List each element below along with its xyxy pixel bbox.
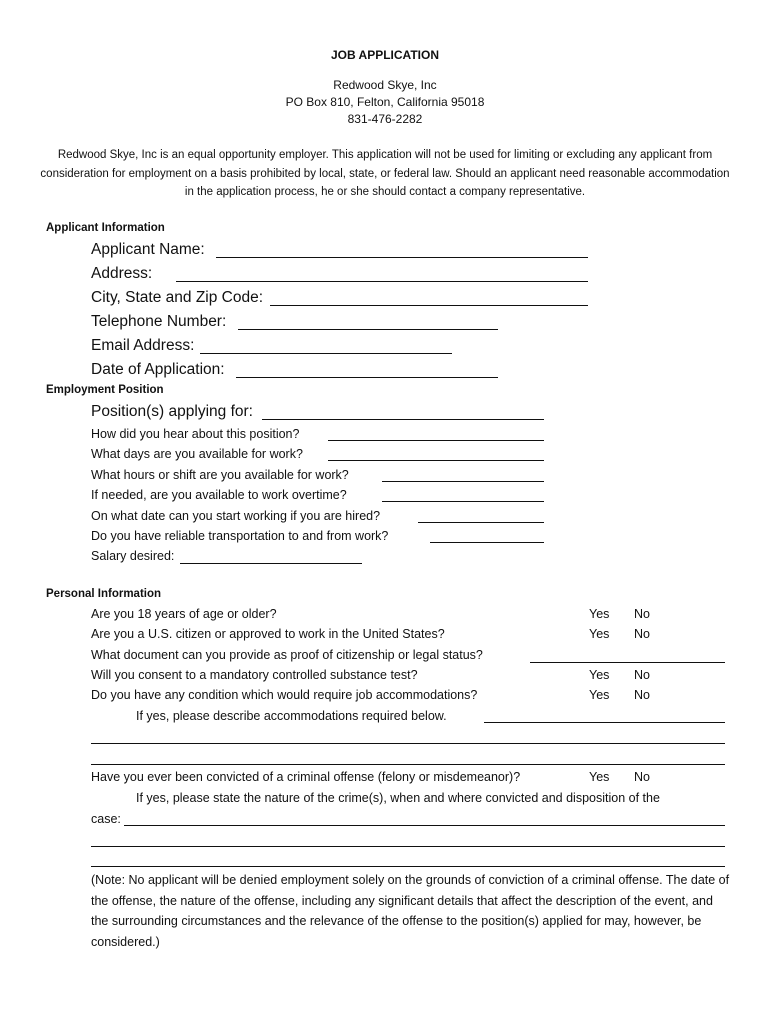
document-question: What document can you provide as proof of citizenship or legal status? (91, 648, 483, 662)
citizen-no-option[interactable]: No (634, 627, 650, 641)
accommodation-field-3[interactable] (91, 764, 725, 765)
accommodation-field-1[interactable] (484, 722, 725, 723)
age-no-option[interactable]: No (634, 607, 650, 621)
company-name: Redwood Skye, Inc (333, 78, 437, 92)
date-of-application-field[interactable] (236, 377, 498, 378)
case-field-1[interactable] (124, 825, 725, 826)
city-state-zip-field[interactable] (270, 305, 588, 306)
available-days-field[interactable] (328, 460, 544, 461)
transportation-field[interactable] (430, 542, 544, 543)
criminal-no-option[interactable]: No (634, 770, 650, 784)
how-heard-field[interactable] (328, 440, 544, 441)
document-field[interactable] (530, 662, 725, 663)
age-yes-option[interactable]: Yes (589, 607, 610, 621)
section-employment-position: Employment Position (46, 384, 164, 396)
telephone-field[interactable] (238, 329, 498, 330)
drug-test-yes-option[interactable]: Yes (589, 668, 610, 682)
accommodation-followup: If yes, please describe accommodations required below. (136, 709, 447, 723)
available-hours-label: What hours or shift are you available for work? (91, 468, 349, 482)
section-personal-information: Personal Information (46, 588, 162, 600)
accommodation-field-2[interactable] (91, 743, 725, 744)
position-label: Position(s) applying for: (91, 403, 253, 420)
applicant-name-label: Applicant Name: (91, 241, 205, 258)
address-field[interactable] (176, 281, 588, 282)
criminal-note: (Note: No applicant will be denied employment solely on the grounds of conviction of a criminal offense. The date of the offense, the nature of the offense, including any significant details that affect the description of the event, and the surrounding circumstances and the relevance of the offense to the position(s) applied for may, however, be considered.) (91, 873, 730, 949)
available-hours-field[interactable] (382, 481, 544, 482)
criminal-question: Have you ever been convicted of a criminal offense (felony or misdemeanor)? (91, 770, 521, 784)
start-date-label: On what date can you start working if you are hired? (91, 509, 381, 523)
case-label: case: (91, 812, 121, 826)
page-title: JOB APPLICATION (330, 48, 439, 62)
case-field-2[interactable] (91, 846, 725, 847)
accommodation-question: Do you have any condition which would require job accommodations? (91, 688, 478, 702)
date-of-application-label: Date of Application: (91, 361, 225, 378)
email-label: Email Address: (91, 337, 195, 354)
accommodation-no-option[interactable]: No (634, 688, 650, 702)
position-field[interactable] (262, 419, 544, 420)
citizen-question: Are you a U.S. citizen or approved to work in the United States? (91, 627, 445, 641)
salary-label: Salary desired: (91, 549, 175, 563)
citizen-yes-option[interactable]: Yes (589, 627, 610, 641)
case-field-3[interactable] (91, 866, 725, 867)
criminal-yes-option[interactable]: Yes (589, 770, 610, 784)
how-heard-label: How did you hear about this position? (91, 427, 300, 441)
address-label: Address: (91, 265, 153, 282)
age-question: Are you 18 years of age or older? (91, 607, 277, 621)
overtime-field[interactable] (382, 501, 544, 502)
email-field[interactable] (200, 353, 452, 354)
company-phone: 831-476-2282 (347, 112, 423, 126)
company-address: PO Box 810, Felton, California 95018 (285, 95, 485, 109)
accommodation-yes-option[interactable]: Yes (589, 688, 610, 702)
city-state-zip-label: City, State and Zip Code: (91, 289, 264, 306)
section-applicant-information: Applicant Information (46, 222, 165, 234)
telephone-label: Telephone Number: (91, 313, 227, 330)
eeo-statement: Redwood Skye, Inc is an equal opportunity employer. This application will not be used for limiting or excluding any applicant from consideration for employment on a basis prohibited by local, state, or federal law. Should an applicant need reasonable accommodation in the application process, he or she should contact a company representative. (40, 149, 730, 198)
criminal-followup: If yes, please state the nature of the crime(s), when and where convicted and disposition of the (136, 791, 660, 805)
available-days-label: What days are you available for work? (91, 447, 303, 461)
drug-test-question: Will you consent to a mandatory controlled substance test? (91, 668, 418, 682)
start-date-field[interactable] (418, 522, 544, 523)
applicant-name-field[interactable] (216, 257, 588, 258)
transportation-label: Do you have reliable transportation to and from work? (91, 529, 389, 543)
salary-field[interactable] (180, 563, 362, 564)
drug-test-no-option[interactable]: No (634, 668, 650, 682)
overtime-label: If needed, are you available to work overtime? (91, 488, 347, 502)
